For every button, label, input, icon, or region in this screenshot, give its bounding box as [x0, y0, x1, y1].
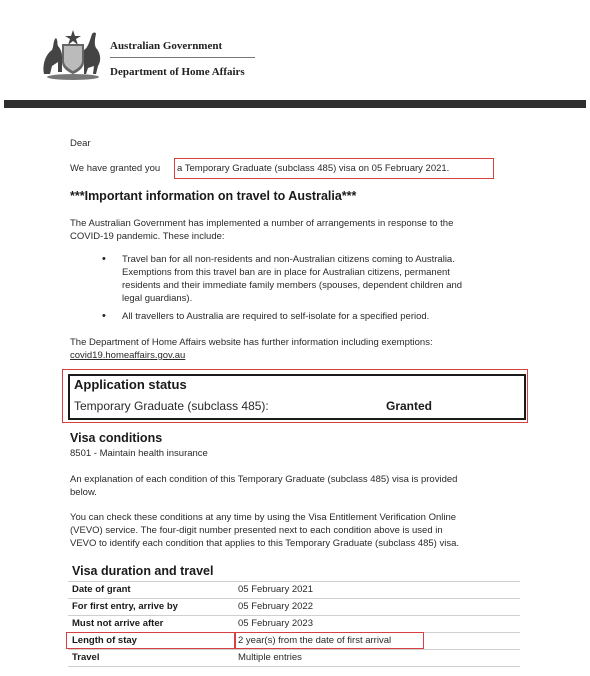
table-divider [68, 649, 520, 650]
vevo-line-1: You can check these conditions at any time by using the Visa Entitlement Verification Online [70, 512, 457, 523]
visa-conditions-heading: Visa conditions [70, 431, 163, 445]
covid-info-link[interactable]: covid19.homeaffairs.gov.au [70, 350, 186, 361]
status-value: Granted [386, 399, 433, 413]
coat-of-arms-logo [38, 26, 108, 82]
row-label-travel: Travel [72, 652, 100, 663]
row-value-first-entry: 05 February 2022 [238, 601, 313, 612]
intro-line-2: COVID-19 pandemic. These include: [70, 231, 225, 242]
intro-line-1: The Australian Government has implemented a number of arrangements in response to the [70, 218, 454, 229]
department-info-line: The Department of Home Affairs website has further information including exemptions: [70, 337, 433, 348]
granted-text: a Temporary Graduate (subclass 485) visa on 05 February 2021. [177, 163, 450, 174]
row-value-date-of-grant: 05 February 2021 [238, 584, 313, 595]
visa-duration-heading: Visa duration and travel [72, 564, 214, 578]
bullet-icon: • [102, 310, 106, 322]
row-label-must-not-arrive: Must not arrive after [72, 618, 164, 629]
org-divider [110, 57, 255, 58]
bullet-icon: • [102, 253, 106, 265]
bullet2-text: All travellers to Australia are required to self-isolate for a specified period. [122, 311, 430, 322]
explanation-line-1: An explanation of each condition of this Temporary Graduate (subclass 485) visa is provided [70, 474, 458, 485]
row-label-date-of-grant: Date of grant [72, 584, 131, 595]
row-value-must-not-arrive: 05 February 2023 [238, 618, 313, 629]
bullet1-line-1: Travel ban for all non-residents and non-Australian citizens coming to Australia. [122, 254, 455, 265]
table-divider [68, 615, 520, 616]
row-value-travel: Multiple entries [238, 652, 302, 663]
vevo-line-3: VEVO to identify each condition that applies to this Temporary Graduate (subclass 485) visa. [70, 538, 460, 549]
row-label-first-entry: For first entry, arrive by [72, 601, 178, 612]
org-name-department: Department of Home Affairs [110, 66, 245, 78]
important-heading: ***Important information on travel to Australia*** [70, 189, 357, 203]
bullet1-line-4: legal guardians). [122, 293, 193, 304]
bullet1-line-3: residents and their immediate family members (spouses, dependent children and [122, 280, 463, 291]
application-status-heading: Application status [74, 377, 187, 392]
salutation: Dear [70, 138, 91, 149]
table-divider [68, 598, 520, 599]
vevo-line-2: (VEVO) service. The four-digit number presented next to each condition above is used in [70, 525, 443, 536]
bullet1-line-2: Exemptions from this travel ban are in place for Australian citizens, permanent [122, 267, 450, 278]
org-name-government: Australian Government [110, 40, 223, 52]
status-visa-label: Temporary Graduate (subclass 485): [74, 399, 269, 413]
condition-8501: 8501 - Maintain health insurance [70, 448, 208, 459]
header-banner [4, 100, 586, 108]
table-divider [68, 581, 520, 582]
row-value-length-of-stay: 2 year(s) from the date of first arrival [238, 635, 392, 646]
explanation-line-2: below. [70, 487, 97, 498]
granted-prefix: We have granted you [70, 163, 161, 174]
row-label-length-of-stay: Length of stay [72, 635, 137, 646]
table-divider [68, 666, 520, 667]
